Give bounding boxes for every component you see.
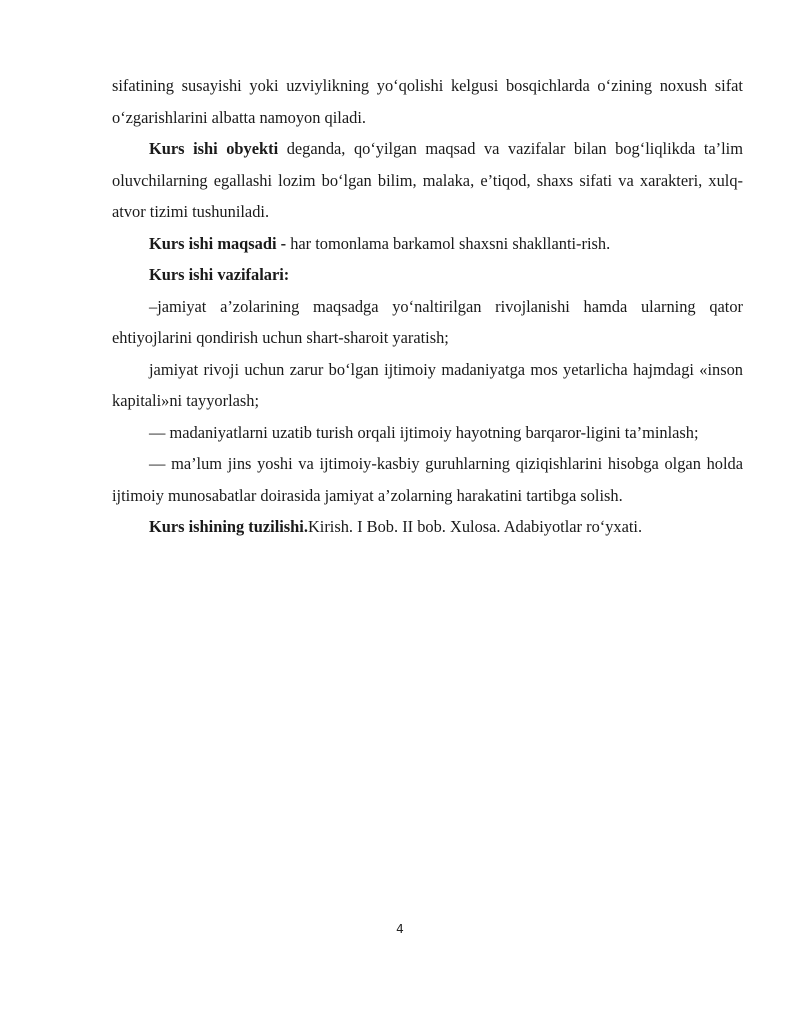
page-number: 4 (396, 922, 404, 936)
term-structure-bold: Kurs ishining tuzilishi. (149, 517, 308, 536)
term-tasks-bold: Kurs ishi vazifalari: (149, 265, 290, 284)
paragraph-tasks-heading (112, 259, 743, 291)
paragraph-task-1: –jamiyat a’zolarining maqsadga yo‘naltirilgan rivojlanishi hamda ularning qator ehtiyojlarini qondirish uchun shart-sharoit yaratish; (112, 296, 743, 347)
document-page (112, 70, 743, 543)
object-definition: deganda, qo‘yilgan maqsad va vazifalar bilan bog‘liqlikda ta’lim oluvchilarning egallashi lozim bo‘lgan bilim, malaka, e’tiqod, shaxs sifati va xarakteri, xulq-atvor tizimi tushuniladi. (112, 139, 743, 221)
paragraph-task-4: — ma’lum jins yoshi va ijtimoiy-kasbiy guruhlarning qiziqishlarini hisobga olgan holda ijtimoiy munosabatlar doirasida jamiyat a’zolarning harakatini tartibga solish. (112, 454, 743, 505)
paragraph-task-2: jamiyat rivoji uchun zarur bo‘lgan ijtimoiy madaniyatga mos yetarlicha hajmdagi «inson kapitali»ni tayyorlash; (112, 359, 743, 410)
paragraph-continuation: sifatining susayishi yoki uzviylikning yo‘qolishi kelgusi bosqichlarda o‘zining noxush sifat o‘zgarishlarini albatta namoyon qiladi. (112, 76, 743, 127)
paragraph-task-3: — madaniyatlarni uzatib turish orqali ijtimoiy hayotning barqaror-ligini ta’minlash; (149, 422, 699, 442)
paragraph-goal (112, 228, 743, 260)
term-object-bold: Kurs ishi obyekti (149, 139, 279, 158)
goal-definition: har tomonlama barkamol shaxsni shakllanti-rish. (286, 233, 611, 253)
term-goal-bold: Kurs ishi maqsadi - (149, 233, 287, 253)
paragraph-structure (112, 511, 743, 543)
structure-list: Kirish. I Bob. II bob. Xulosa. Adabiyotlar ro‘yxati. (307, 517, 643, 536)
paragraph-object (112, 133, 743, 228)
